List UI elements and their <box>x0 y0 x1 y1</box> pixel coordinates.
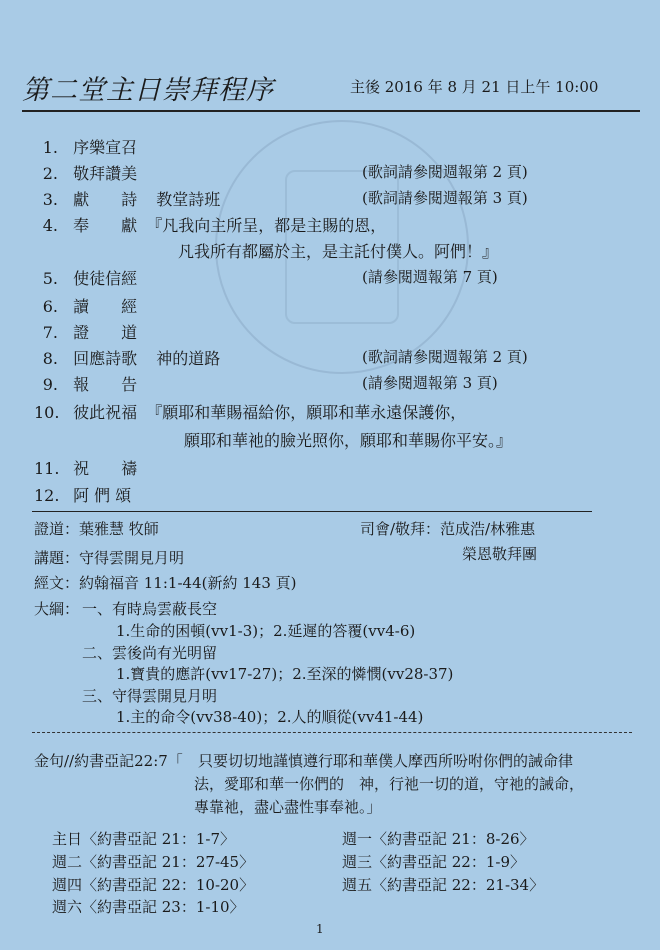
outline-point-3: 三、守得雲開見月明 <box>82 687 218 705</box>
order-item-9: 9. 報 告 <box>42 375 138 394</box>
outline-sub-2: 1.寶貴的應許(vv17-27)；2.至深的憐憫(vv28-37) <box>116 665 454 683</box>
order-item-2-note: (歌詞請參閱週報第 2 頁) <box>362 163 528 181</box>
order-item-5-note: (請參閱週報第 7 頁) <box>362 268 498 286</box>
memory-verse-line-3: 專靠祂，盡心盡性事奉祂。」 <box>194 798 382 816</box>
order-item-12: 12. 阿 們 頌 <box>34 486 132 505</box>
outline-sub-1: 1.生命的困頓(vv1-3)；2.延遲的答覆(vv4-6) <box>116 622 416 640</box>
reading-saturday: 週六〈約書亞記 23：1-10〉 <box>52 898 245 916</box>
order-item-8: 8. 回應詩歌 神的道路 <box>42 349 221 368</box>
reading-friday: 週五〈約書亞記 22：21-34〉 <box>342 876 545 894</box>
page-number: 1 <box>316 922 324 936</box>
order-item-4: 4. 奉 獻 『凡我向主所呈，都是主賜的恩， <box>42 216 387 235</box>
dashed-divider <box>32 732 632 733</box>
service-leaders: 司會/敬拜：范成浩/林雅惠 <box>360 520 536 538</box>
outline-label: 大綱： <box>34 600 80 618</box>
sermon-scripture: 經文：約翰福音 11:1-44(新約 143 頁) <box>34 574 297 592</box>
order-item-3-note: (歌詞請參閱週報第 3 頁) <box>362 189 528 207</box>
sermon-topic: 講題：守得雲開見月明 <box>34 549 185 567</box>
memory-verse-line-2: 法，愛耶和華一你們的 神，行祂一切的道，守祂的誡命， <box>194 775 585 793</box>
reading-monday: 週一〈約書亞記 21：8-26〉 <box>342 830 535 848</box>
reading-thursday: 週四〈約書亞記 22：10-20〉 <box>52 876 255 894</box>
section-divider <box>32 511 592 512</box>
order-item-3: 3. 獻 詩 教堂詩班 <box>42 190 221 209</box>
memory-verse-line-1: 只要切切地謹慎遵行耶和華僕人摩西所吩咐你們的誡命律 <box>198 752 574 770</box>
page-title: 第二堂主日崇拜程序 <box>22 75 274 106</box>
service-date: 主後 2016 年 8 月 21 日上午 10:00 <box>350 78 599 96</box>
outline-sub-3: 1.主的命令(vv38-40)；2.人的順從(vv41-44) <box>116 708 424 726</box>
reading-wednesday: 週三〈約書亞記 22：1-9〉 <box>342 853 526 871</box>
order-item-10-line2: 願耶和華祂的臉光照你，願耶和華賜你平安。』 <box>184 431 513 450</box>
order-item-10: 10. 彼此祝福 『願耶和華賜福給你，願耶和華永遠保護你， <box>34 403 467 422</box>
order-item-7: 7. 證 道 <box>42 323 138 342</box>
order-item-6: 6. 讀 經 <box>42 297 138 316</box>
order-item-9-note: (請參閱週報第 3 頁) <box>362 374 498 392</box>
order-item-5: 5. 使徒信經 <box>42 269 138 288</box>
order-item-1: 1. 序樂宣召 <box>42 138 138 157</box>
worship-team: 榮恩敬拜團 <box>462 545 538 563</box>
order-item-11: 11. 祝 禱 <box>34 459 138 478</box>
title-divider <box>22 110 640 112</box>
order-item-2: 2. 敬拜讚美 <box>42 164 138 183</box>
memory-verse-label: 金句//約書亞記22:7「 <box>34 752 183 770</box>
reading-sunday: 主日〈約書亞記 21：1-7〉 <box>52 830 236 848</box>
outline-point-2: 二、雲後尚有光明留 <box>82 644 218 662</box>
order-item-4-line2: 凡我所有都屬於主，是主託付僕人。阿們！』 <box>178 242 499 261</box>
sermon-speaker: 證道：葉雅慧 牧師 <box>34 520 159 538</box>
outline-point-1: 一、有時烏雲蔽長空 <box>82 600 218 618</box>
order-item-8-note: (歌詞請參閱週報第 2 頁) <box>362 348 528 366</box>
reading-tuesday: 週二〈約書亞記 21：27-45〉 <box>52 853 255 871</box>
